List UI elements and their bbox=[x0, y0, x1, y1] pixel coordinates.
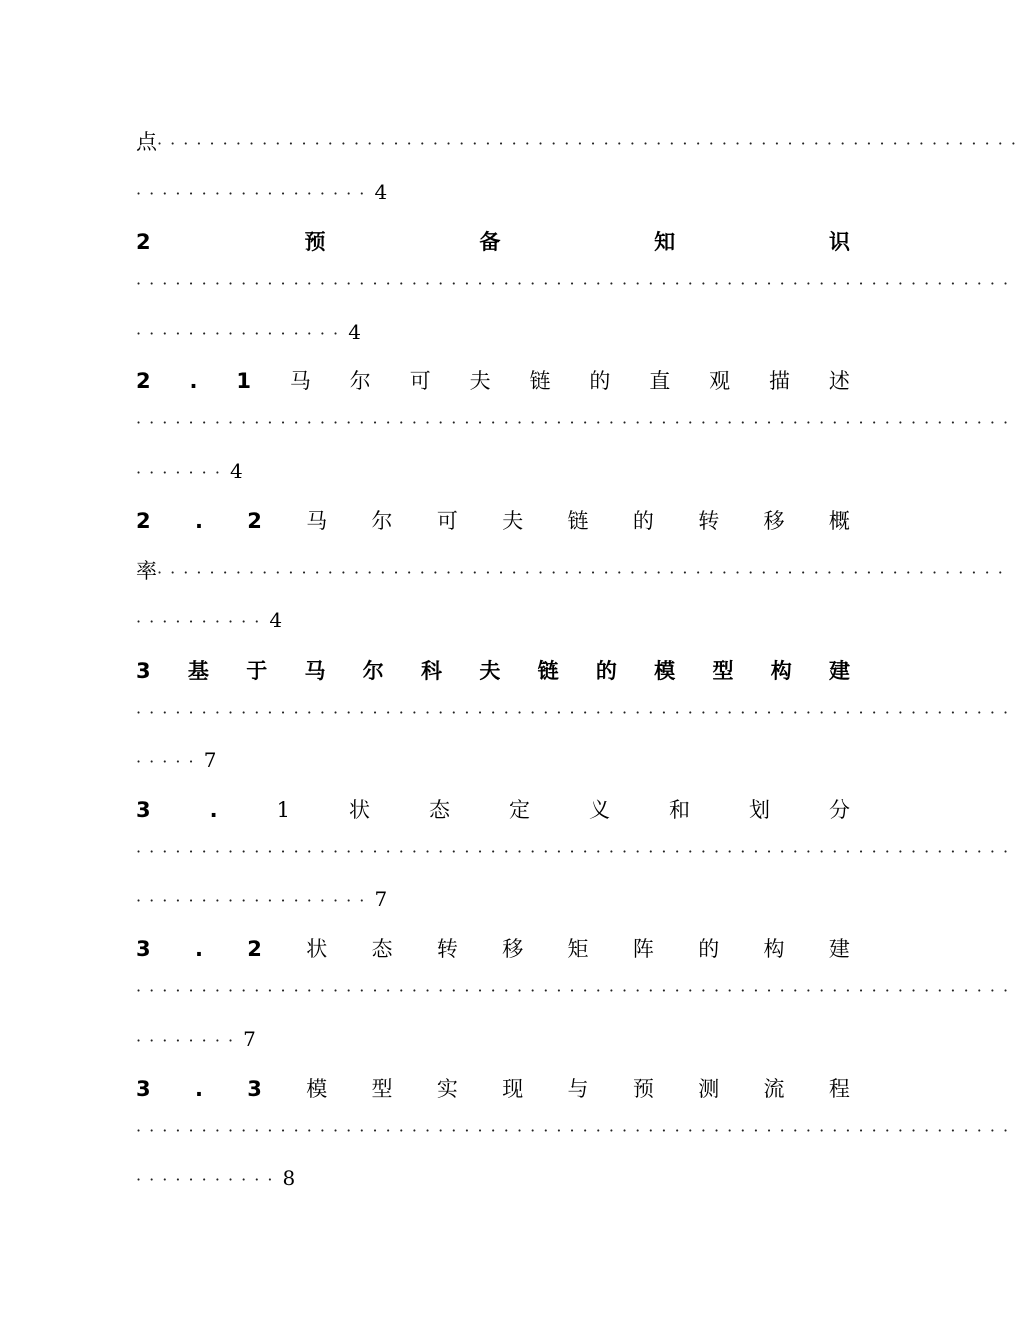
toc-heading-char: 定 bbox=[508, 798, 530, 822]
toc-heading-3-1[interactable] bbox=[136, 795, 850, 825]
toc-heading-char: 1 bbox=[236, 369, 252, 393]
toc-heading-char: 构 bbox=[763, 937, 785, 961]
toc-heading-char: 2 bbox=[136, 230, 151, 254]
toc-heading-char: 模 bbox=[654, 659, 676, 683]
toc-heading-char: . bbox=[189, 369, 198, 393]
toc-heading-char: . bbox=[194, 937, 203, 961]
toc-heading-char: 链 bbox=[567, 509, 589, 533]
toc-heading-char: 现 bbox=[502, 1077, 524, 1101]
toc-heading-char: 观 bbox=[709, 369, 731, 393]
toc-heading-char: 夫 bbox=[469, 369, 491, 393]
toc-leader-line bbox=[136, 267, 1017, 297]
toc-entry-text: 率 bbox=[136, 559, 157, 583]
toc-heading-char: 3 bbox=[136, 937, 151, 961]
toc-heading-char: 2 bbox=[136, 509, 151, 533]
toc-heading-char: 流 bbox=[763, 1077, 785, 1101]
toc-heading-char: 预 bbox=[632, 1077, 654, 1101]
toc-heading-char: 的 bbox=[632, 509, 654, 533]
toc-heading-char: 态 bbox=[428, 798, 450, 822]
toc-heading-char: 尔 bbox=[371, 509, 393, 533]
toc-leader-dots: ··································································· bbox=[136, 703, 1017, 722]
toc-heading-char: 3 bbox=[247, 1077, 262, 1101]
toc-heading-char: 链 bbox=[529, 369, 551, 393]
toc-heading-char: 直 bbox=[649, 369, 671, 393]
toc-leader-dots: ················ bbox=[136, 324, 347, 343]
toc-heading-char: 述 bbox=[828, 369, 850, 393]
toc-heading-char: 尔 bbox=[362, 659, 384, 683]
toc-heading-char: 可 bbox=[409, 369, 431, 393]
toc-heading-char: 于 bbox=[246, 659, 268, 683]
toc-heading-char: 基 bbox=[187, 659, 209, 683]
toc-page-number: 4 bbox=[269, 608, 283, 632]
toc-heading-char: 识 bbox=[829, 230, 850, 254]
toc-page-number: 4 bbox=[229, 459, 243, 483]
toc-heading-char: 实 bbox=[436, 1077, 458, 1101]
toc-leader-dots: ·················· bbox=[136, 891, 373, 910]
toc-heading-char: 马 bbox=[304, 659, 326, 683]
toc-heading-char: 马 bbox=[289, 369, 311, 393]
toc-entry-text: 点 bbox=[136, 130, 157, 154]
toc-heading-char: 描 bbox=[769, 369, 791, 393]
toc-leader-line bbox=[136, 974, 1017, 1004]
toc-heading-char: 的 bbox=[595, 659, 617, 683]
toc-heading-char: 3 bbox=[136, 798, 151, 822]
toc-leader-dots: ·········· bbox=[136, 612, 268, 631]
toc-page-number: 4 bbox=[348, 320, 361, 344]
toc-heading-char: 2 bbox=[136, 369, 151, 393]
toc-heading-char: . bbox=[194, 509, 203, 533]
toc-leader-line bbox=[136, 177, 850, 207]
toc-heading-char: 分 bbox=[828, 798, 850, 822]
toc-heading-char: 和 bbox=[668, 798, 690, 822]
toc-heading-char: 状 bbox=[306, 937, 328, 961]
toc-page-number: 8 bbox=[282, 1166, 296, 1190]
toc-heading-char: 链 bbox=[537, 659, 559, 683]
toc-heading-char: 构 bbox=[770, 659, 792, 683]
toc-heading-char: 概 bbox=[828, 509, 850, 533]
toc-leader-dots: ·················· bbox=[136, 184, 373, 203]
toc-entry-continuation bbox=[136, 127, 1024, 157]
toc-leader-dots: ········ bbox=[136, 1031, 242, 1050]
toc-heading-char: 阵 bbox=[632, 937, 654, 961]
toc-leader-line bbox=[136, 745, 850, 775]
toc-leader-line bbox=[136, 456, 850, 486]
toc-leader-dots: ································································· bbox=[157, 563, 1011, 582]
toc-leader-line bbox=[136, 696, 1017, 726]
toc-leader-line bbox=[136, 1114, 1017, 1144]
toc-heading-char: 模 bbox=[306, 1077, 328, 1101]
toc-leader-dots: ····· bbox=[136, 752, 202, 771]
toc-leader-line bbox=[136, 1163, 850, 1193]
toc-heading-char: 移 bbox=[763, 509, 785, 533]
toc-heading-char: 3 bbox=[136, 659, 151, 683]
toc-page-number: 7 bbox=[243, 1027, 256, 1051]
toc-heading-char: 矩 bbox=[567, 937, 589, 961]
toc-leader-dots: ··································································· bbox=[136, 1121, 1017, 1140]
toc-page-number: 7 bbox=[203, 748, 217, 772]
toc-heading-char: 科 bbox=[421, 659, 443, 683]
toc-heading-char: 建 bbox=[829, 659, 850, 683]
toc-heading-char: 的 bbox=[589, 369, 611, 393]
toc-entry-continuation bbox=[136, 556, 1011, 586]
toc-heading-char: 划 bbox=[748, 798, 770, 822]
toc-heading-char: 3 bbox=[136, 1077, 151, 1101]
toc-heading-3[interactable] bbox=[136, 656, 850, 686]
toc-heading-char: 备 bbox=[479, 230, 501, 254]
toc-heading-char: 程 bbox=[828, 1077, 850, 1101]
toc-heading-3-2[interactable] bbox=[136, 934, 850, 964]
toc-heading-2-2[interactable] bbox=[136, 506, 850, 536]
toc-heading-char: 转 bbox=[436, 937, 458, 961]
toc-heading-char: 知 bbox=[654, 230, 676, 254]
toc-heading-char: 转 bbox=[698, 509, 720, 533]
toc-leader-dots: ··································································· bbox=[136, 274, 1017, 293]
toc-heading-char: . bbox=[209, 798, 218, 822]
toc-leader-line bbox=[136, 406, 1017, 436]
toc-heading-char: 型 bbox=[712, 659, 734, 683]
toc-page-number: 7 bbox=[374, 887, 388, 911]
toc-leader-dots: ··································································· bbox=[136, 842, 1017, 861]
toc-heading-char: 预 bbox=[304, 230, 326, 254]
toc-heading-2-1[interactable] bbox=[136, 366, 850, 396]
toc-leader-line bbox=[136, 1024, 850, 1054]
toc-heading-char: 与 bbox=[567, 1077, 589, 1101]
toc-leader-dots: ·································································· bbox=[157, 134, 1024, 153]
toc-heading-char: 夫 bbox=[479, 659, 501, 683]
toc-heading-char: 移 bbox=[502, 937, 524, 961]
toc-heading-2[interactable] bbox=[136, 227, 850, 257]
toc-leader-line bbox=[136, 884, 850, 914]
toc-heading-3-3[interactable] bbox=[136, 1074, 850, 1104]
toc-leader-line bbox=[136, 835, 1017, 865]
toc-heading-char: 义 bbox=[588, 798, 610, 822]
toc-page-number: 4 bbox=[374, 180, 388, 204]
toc-leader-dots: ······· bbox=[136, 463, 228, 482]
toc-leader-dots: ··································································· bbox=[136, 413, 1017, 432]
toc-heading-char: 状 bbox=[348, 798, 370, 822]
toc-heading-char: 建 bbox=[828, 937, 850, 961]
toc-heading-char: 尔 bbox=[349, 369, 371, 393]
toc-leader-line bbox=[136, 317, 850, 347]
toc-leader-dots: ··································································· bbox=[136, 981, 1017, 1000]
toc-heading-char: 1 bbox=[276, 798, 290, 822]
toc-heading-char: 型 bbox=[371, 1077, 393, 1101]
toc-leader-line bbox=[136, 605, 850, 635]
toc-heading-char: 可 bbox=[436, 509, 458, 533]
toc-leader-dots: ··········· bbox=[136, 1170, 281, 1189]
toc-heading-char: . bbox=[194, 1077, 203, 1101]
toc-heading-char: 2 bbox=[247, 937, 262, 961]
toc-heading-char: 态 bbox=[371, 937, 393, 961]
toc-heading-char: 2 bbox=[247, 509, 262, 533]
toc-heading-char: 马 bbox=[306, 509, 328, 533]
toc-heading-char: 的 bbox=[698, 937, 720, 961]
toc-heading-char: 测 bbox=[698, 1077, 720, 1101]
toc-heading-char: 夫 bbox=[502, 509, 524, 533]
